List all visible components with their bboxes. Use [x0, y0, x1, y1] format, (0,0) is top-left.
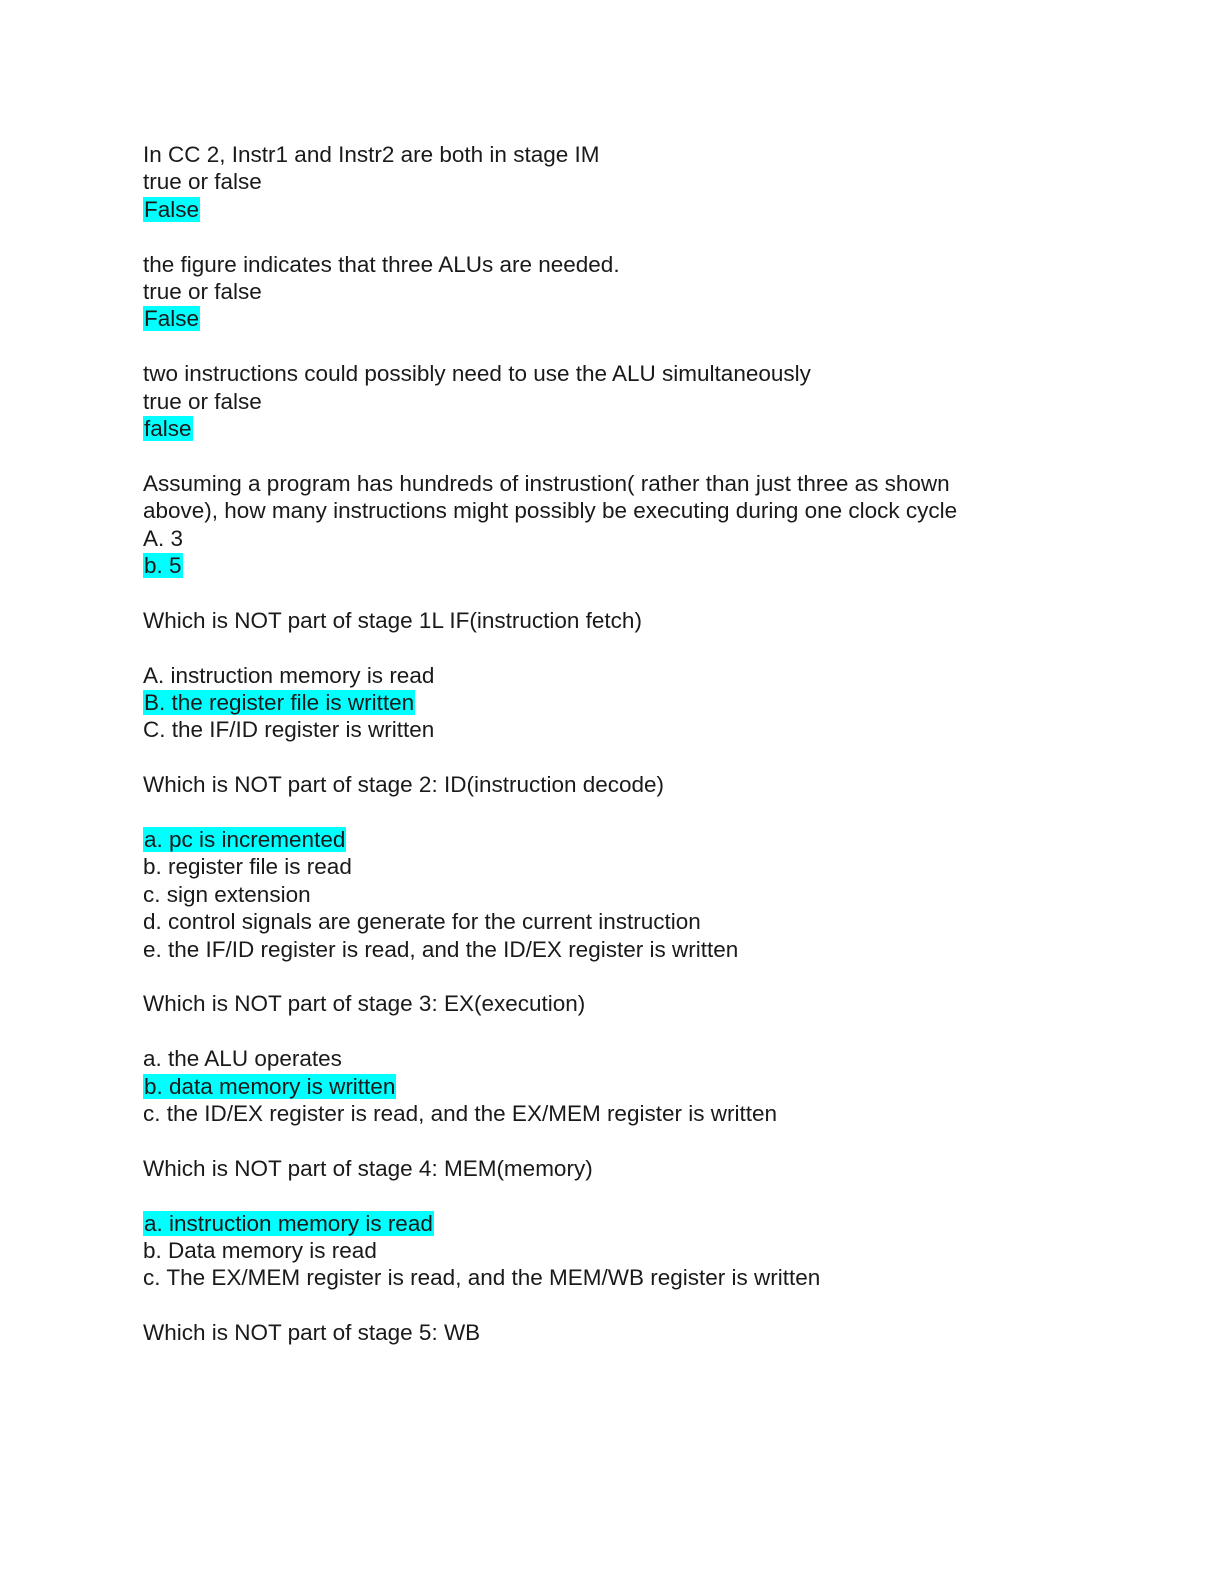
highlighted-answer: a. pc is incremented — [144, 827, 346, 853]
question-text: two instructions could possibly need to use the ALU simultaneously — [143, 361, 811, 387]
question-text: In CC 2, Instr1 and Instr2 are both in stage IM — [143, 142, 600, 167]
answer-option: A. instruction memory is read — [143, 662, 435, 688]
answer-option: a. the ALU operates — [143, 1046, 342, 1072]
highlighted-answer: false — [144, 416, 192, 442]
document-page — [143, 141, 1103, 1347]
question-text: Which is NOT part of stage 1L IF(instruction fetch) — [143, 607, 642, 633]
question-prompt: true or false — [143, 169, 262, 195]
question-text: Which is NOT part of stage 5: WB — [143, 1320, 481, 1346]
answer-option: b. register file is read — [143, 854, 352, 880]
answer-option: b. Data memory is read — [143, 1238, 377, 1264]
answer-option: d. control signals are generate for the current instruction — [143, 909, 701, 935]
answer-option: C. the IF/ID register is written — [143, 717, 435, 743]
highlighted-answer: False — [144, 306, 200, 332]
highlighted-answer: False — [144, 196, 200, 222]
question-text: above), how many instructions might possibly be executing during one clock cycle — [143, 498, 958, 524]
question-prompt: true or false — [143, 388, 262, 414]
answer-option: c. sign extension — [143, 881, 311, 907]
question-text: Which is NOT part of stage 4: MEM(memory) — [143, 1155, 593, 1181]
question-text: Which is NOT part of stage 3: EX(execution) — [143, 991, 586, 1017]
answer-option: A. 3 — [143, 525, 184, 551]
highlighted-answer: B. the register file is written — [144, 690, 415, 716]
answer-option: c. the ID/EX register is read, and the EX/MEM register is written — [143, 1101, 777, 1127]
question-text: Which is NOT part of stage 2: ID(instruction decode) — [143, 772, 665, 798]
answer-option: c. The EX/MEM register is read, and the MEM/WB register is written — [143, 1265, 821, 1291]
highlighted-answer: b. 5 — [144, 553, 182, 579]
question-text: the figure indicates that three ALUs are needed. — [143, 251, 620, 277]
answer-option: e. the IF/ID register is read, and the ID/EX register is written — [143, 936, 739, 962]
question-text: Assuming a program has hundreds of instrustion( rather than just three as shown — [143, 470, 950, 496]
highlighted-answer: b. data memory is written — [144, 1073, 396, 1099]
highlighted-answer: a. instruction memory is read — [144, 1210, 433, 1236]
question-prompt: true or false — [143, 279, 262, 305]
